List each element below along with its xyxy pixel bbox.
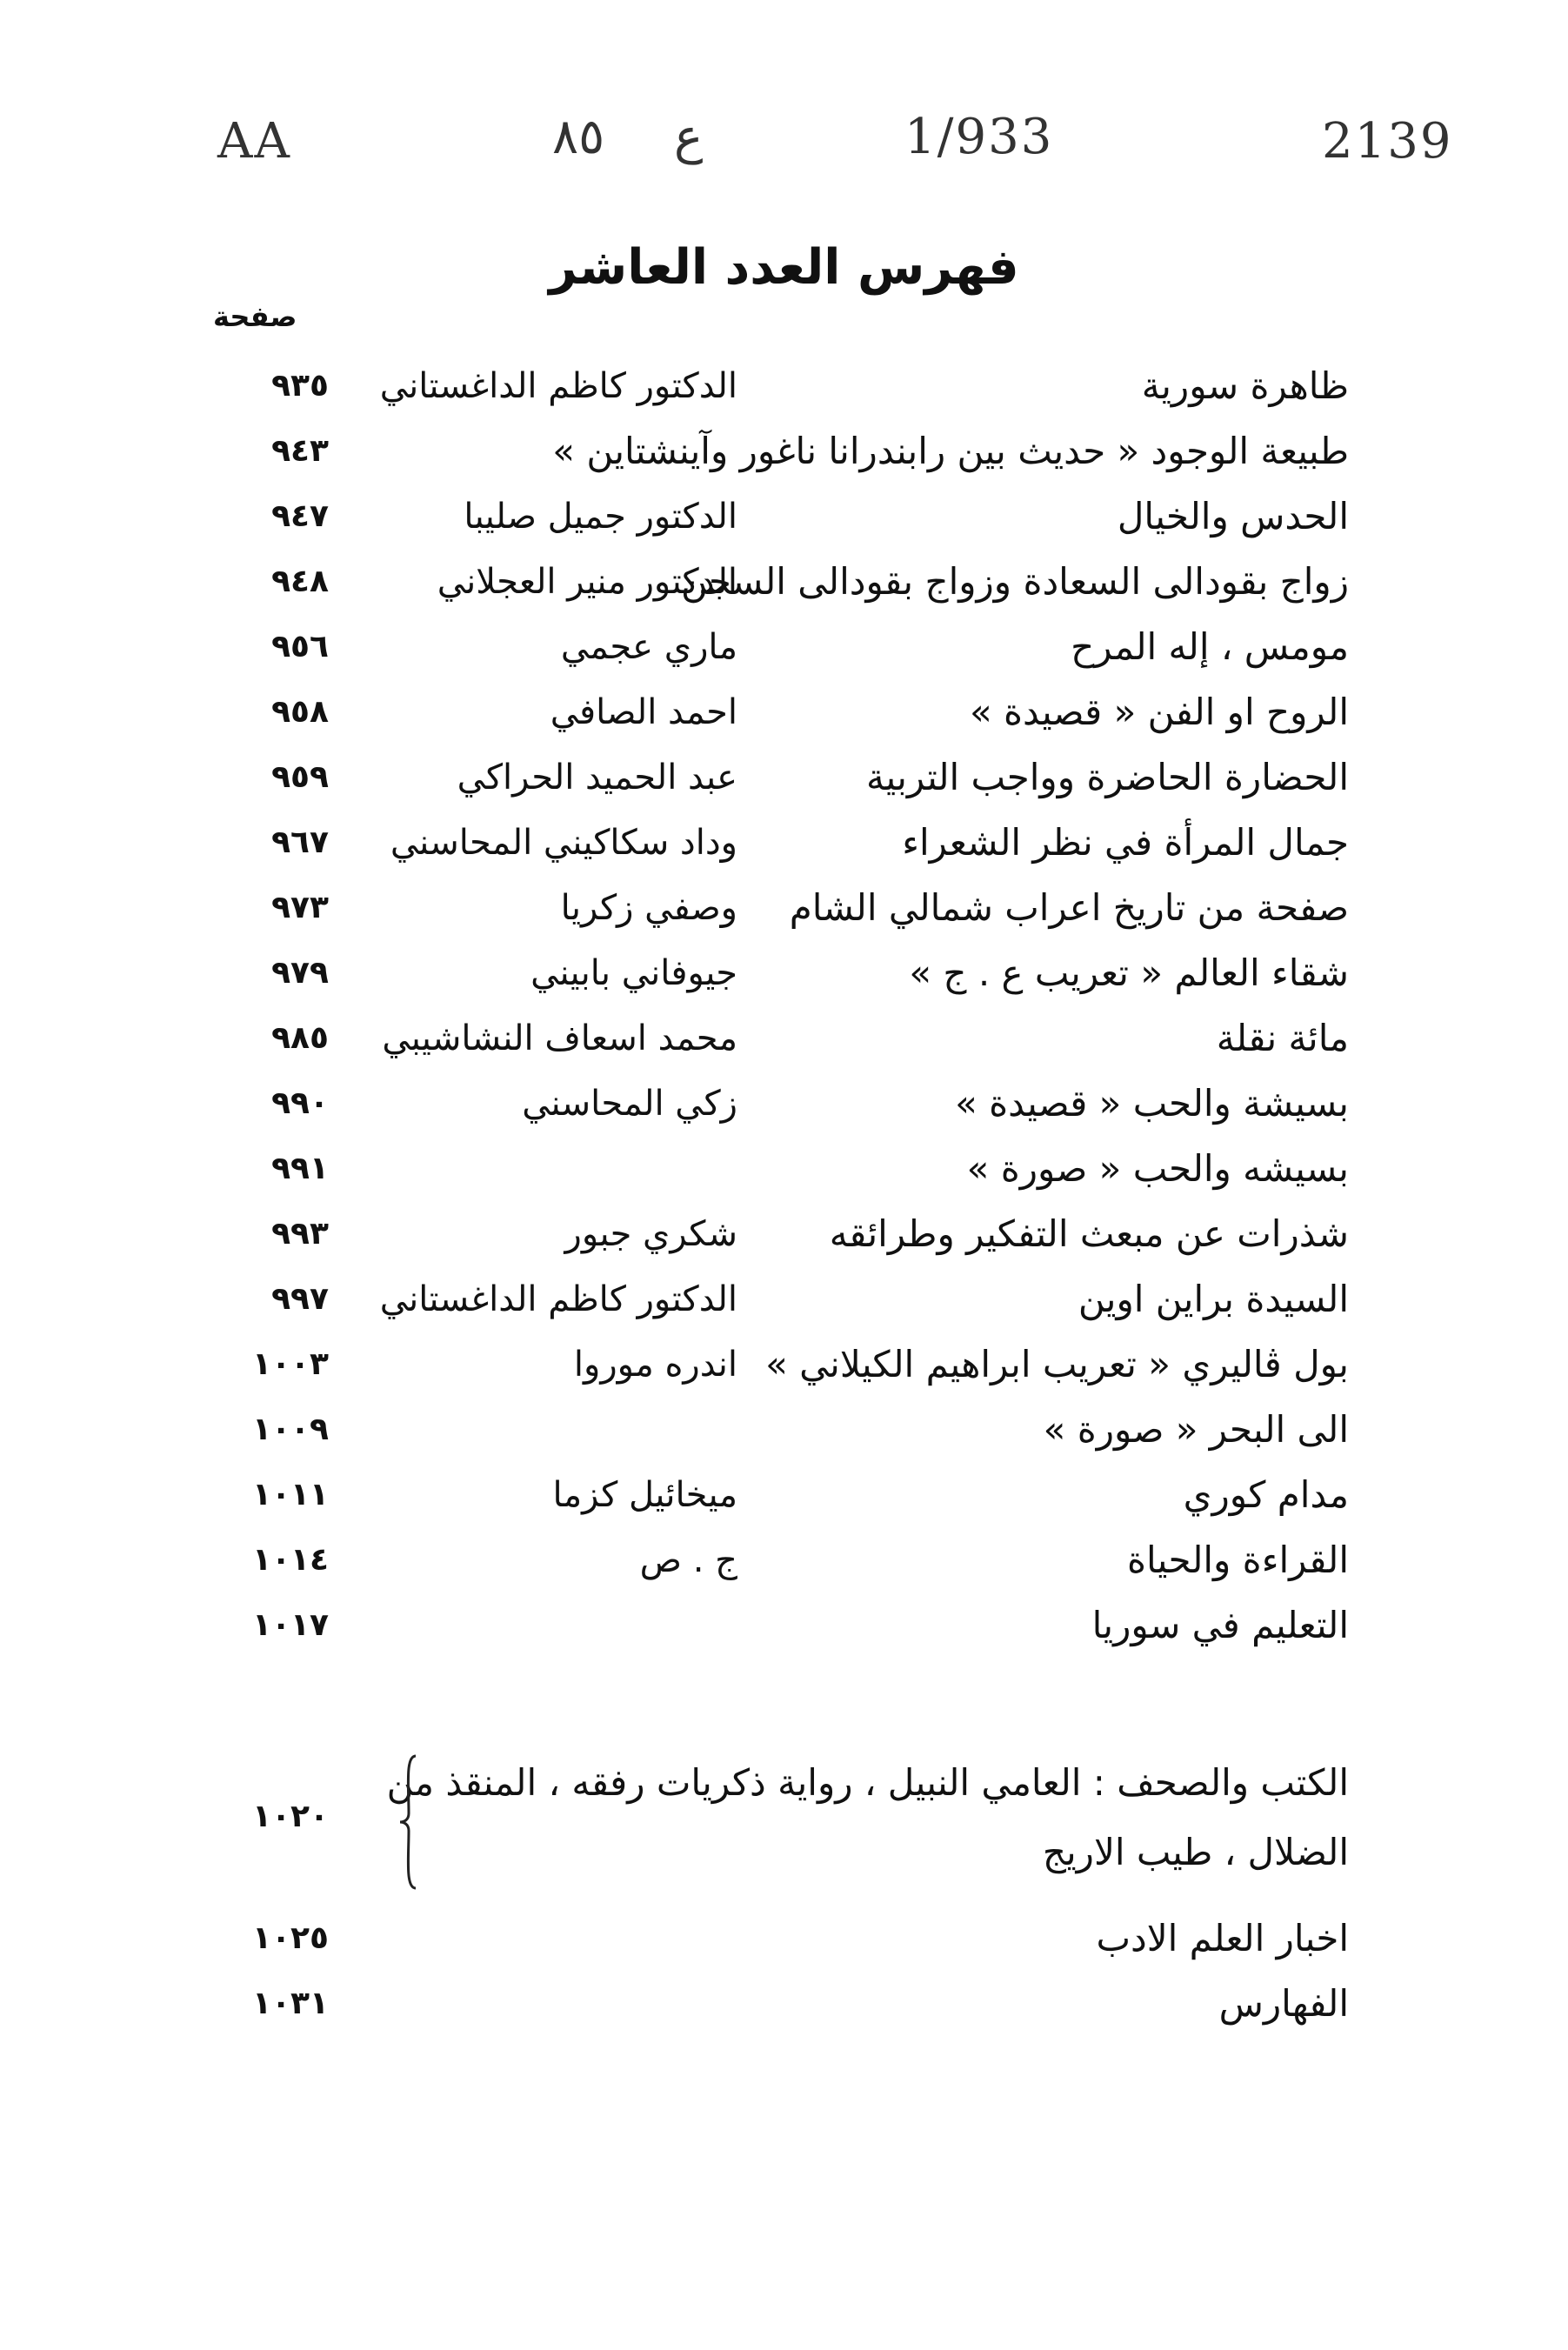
toc-row: [0, 1396, 1568, 1464]
toc-title: صفحة من تاريخ اعراب شمالي الشام: [789, 886, 1349, 929]
toc-title: شذرات عن مبعث التفكير وطرائقه: [829, 1212, 1349, 1255]
toc-author: ميخائيل كزما: [552, 1475, 737, 1515]
annotation-volume: ٨٥: [552, 109, 605, 165]
toc-author: زكي المحاسني: [522, 1084, 737, 1124]
toc-row: [0, 1461, 1568, 1529]
toc-row: [0, 483, 1568, 551]
toc-row: [0, 678, 1568, 746]
toc-row: [0, 939, 1568, 1007]
toc-author: الدكتور جميل صليبا: [464, 497, 737, 537]
toc-author: وصفي زكريا: [560, 888, 737, 928]
toc-title: التعليم في سوريا: [1091, 1604, 1349, 1646]
toc-author: الدكتور منير العجلاني: [437, 562, 737, 602]
toc-row: [0, 1200, 1568, 1268]
toc-row: [0, 417, 1568, 485]
toc-title: الروح او الفن « قصيدة »: [969, 691, 1349, 733]
toc-author: شكري جبور: [564, 1214, 737, 1254]
toc-row: [0, 352, 1568, 420]
toc-row: [0, 1135, 1568, 1203]
page-title: فهرس العدد العاشر: [549, 239, 1019, 296]
toc-title: الفهارس: [1218, 1982, 1349, 2025]
toc-page: ١٠٣١: [252, 1986, 329, 2021]
toc-title: الى البحر « صورة »: [1043, 1408, 1349, 1451]
toc-page: ٩٩٠: [271, 1085, 329, 1121]
toc-page: ٩٩٧: [271, 1281, 329, 1317]
annotation-ref: 2139: [1322, 113, 1453, 170]
toc-author: احمد الصافي: [550, 692, 737, 732]
annotation-ain: ع: [674, 109, 704, 165]
toc-author: الدكتور كاظم الداغستاني: [379, 1279, 737, 1319]
toc-page: ١٠١١: [252, 1477, 329, 1512]
toc-author: جيوفاني بابيني: [530, 953, 737, 993]
toc-title: جمال المرأة في نظر الشعراء: [902, 821, 1349, 864]
toc-author: عبد الحميد الحراكي: [457, 758, 737, 798]
toc-row: [0, 1265, 1568, 1333]
toc-title: بسيشة والحب « قصيدة »: [955, 1082, 1349, 1125]
toc-page: ٩٣٥: [271, 368, 329, 404]
brace-icon: [398, 1752, 419, 1892]
toc-page: ١٠٢٠: [252, 1799, 329, 1834]
toc-page: ٩٧٣: [271, 890, 329, 925]
toc-title: الحضارة الحاضرة وواجب التربية: [866, 756, 1349, 798]
toc-title-line2: الضلال ، طيب الاريج: [1042, 1831, 1349, 1873]
toc-page: ١٠١٧: [252, 1607, 329, 1643]
toc-row: [0, 1526, 1568, 1594]
toc-row: [0, 809, 1568, 877]
toc-title: القراءة والحياة: [1127, 1539, 1349, 1581]
toc-row: [0, 613, 1568, 681]
toc-page: ٩٧٩: [271, 955, 329, 991]
toc-page: ٩٦٧: [271, 825, 329, 860]
toc-page: ١٠٢٥: [252, 1920, 329, 1956]
page-column-label: صفحة: [213, 300, 297, 333]
toc-page: ٩٤٨: [271, 564, 329, 599]
toc-title-line1: الكتب والصحف : العامي النبيل ، رواية ذكريات رفقه ، المنقذ من: [386, 1761, 1349, 1804]
toc-author: الدكتور كاظم الداغستاني: [379, 366, 737, 406]
toc-row: [0, 1070, 1568, 1138]
toc-title: بول ڤاليري « تعريب ابراهيم الكيلاني »: [765, 1343, 1349, 1385]
toc-title: طبيعة الوجود « حديث بين رابندرانا ناغور وآينشتاين »: [552, 430, 1349, 472]
toc-row: [0, 1005, 1568, 1072]
toc-page: ٩٥٦: [271, 629, 329, 664]
toc-page: ٩٩٣: [271, 1216, 329, 1252]
toc-page: ٩٨٥: [271, 1020, 329, 1056]
toc-page: ٩٤٣: [271, 433, 329, 469]
toc-author: ماري عجمي: [560, 627, 737, 667]
toc-title: الحدس والخيال: [1117, 495, 1349, 537]
toc-author: اندره موروا: [573, 1345, 737, 1385]
toc-row: [0, 1592, 1568, 1659]
toc-row-books: [0, 1748, 1568, 1896]
toc-author: محمد اسعاف النشاشيبي: [382, 1018, 737, 1058]
toc-row: [0, 1331, 1568, 1399]
toc-page: ٩٥٩: [271, 759, 329, 795]
toc-title: بسيشه والحب « صورة »: [966, 1147, 1349, 1190]
toc-page: ٩٩١: [271, 1151, 329, 1186]
toc-author: ج . ص: [639, 1540, 737, 1580]
toc-title: مومس ، إله المرح: [1071, 625, 1349, 668]
toc-title: شقاء العالم « تعريب ع . ج »: [909, 951, 1349, 994]
toc-page: ٩٤٧: [271, 498, 329, 534]
toc-author: وداد سكاكيني المحاسني: [390, 823, 737, 863]
toc-row: [0, 548, 1568, 616]
toc-title: مائة نقلة: [1216, 1017, 1349, 1059]
toc-page: ٩٥٨: [271, 694, 329, 730]
toc-title: زواج بقودالى السعادة وزواج بقودالى السجن: [680, 560, 1349, 603]
toc-title: اخبار العلم الادب: [1096, 1917, 1349, 1959]
toc-row: [0, 1905, 1568, 1973]
annotation-top-left: AA: [217, 113, 291, 170]
toc-title: السيدة براين اوين: [1078, 1278, 1349, 1320]
toc-row: [0, 1970, 1568, 2038]
toc-row: [0, 744, 1568, 811]
annotation-year: 1/933: [904, 109, 1054, 165]
toc-page: ١٠٠٩: [252, 1412, 329, 1447]
toc-page: ١٠٠٣: [252, 1346, 329, 1382]
toc-title: ظاهرة سورية: [1141, 364, 1349, 407]
toc-title: مدام كوري: [1183, 1473, 1349, 1516]
toc-row: [0, 874, 1568, 942]
toc-page: ١٠١٤: [252, 1542, 329, 1578]
